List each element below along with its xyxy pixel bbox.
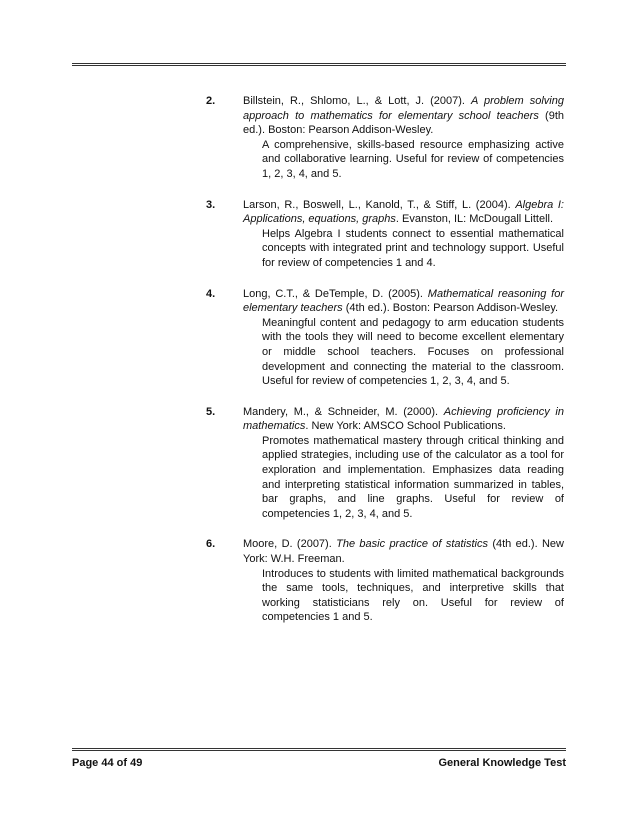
citation [206, 287, 564, 316]
citation-authors: Mandery, M., & Schneider, M. (2000). [243, 405, 444, 418]
entry-number: 5. [206, 405, 216, 418]
reference-entry [206, 94, 564, 182]
citation-authors: Larson, R., Boswell, L., Kanold, T., & Stiff, L. (2004). [243, 198, 516, 211]
citation-title: Achieving proficiency in mathematics [243, 405, 564, 433]
reference-entry [206, 405, 564, 522]
citation-authors: Long, C.T., & DeTemple, D. (2005). [243, 287, 428, 300]
document-title: General Knowledge Test [438, 757, 566, 769]
entry-number: 6. [206, 538, 216, 551]
annotation: Promotes mathematical mastery through critical thinking and applied strategies, including use of the calculator as a tool for exploration and implementation. Emphasizes data reading and interpreting statistical information summarized in tables, bar graphs, and line graphs. Useful for review of competencies 1, 2, 3, 4, and 5. [262, 434, 564, 520]
page-number: Page 44 of 49 [72, 757, 143, 769]
header-rule [72, 63, 566, 66]
annotation: A comprehensive, skills-based resource emphasizing active and collaborative learning. Useful for review of competencies 1, 2, 3, 4, and 5. [262, 138, 564, 180]
citation-publisher: (4th ed.). New York: W.H. Freeman. [243, 538, 564, 566]
reference-entry [206, 198, 564, 271]
citation-publisher: (4th ed.). Boston: Pearson Addison-Wesley. [342, 302, 559, 315]
footer-rule [72, 748, 566, 751]
citation [206, 94, 564, 138]
annotation: Meaningful content and pedagogy to arm education students with the tools they will need to become excellent elementary or middle school teachers. Focuses on professional development and connecting the material to the classroom. Useful for review of competencies 1, 2, 3, 4, and 5. [262, 316, 564, 388]
annotation: Helps Algebra I students connect to essential mathematical concepts with integrated print and technology support. Useful for review of competencies 1 and 4. [262, 227, 564, 269]
reference-entry [206, 287, 564, 389]
annotation: Introduces to students with limited mathematical backgrounds the same tools, techniques, and interpretive skills that working statisticians rely on. Useful for review of competencies 1 and 5. [262, 567, 564, 624]
reference-list [206, 94, 564, 641]
citation [206, 405, 564, 434]
citation-publisher: . Evanston, IL: McDougall Littell. [395, 213, 554, 226]
citation-title: Algebra I: Applications, equations, graphs [243, 198, 564, 226]
citation-publisher: . New York: AMSCO School Publications. [305, 420, 506, 433]
citation-title: Mathematical reasoning for elementary teachers [243, 287, 564, 315]
reference-entry [206, 537, 564, 625]
citation-publisher: (9th ed.). Boston: Pearson Addison-Wesley. [243, 109, 564, 137]
entry-number: 3. [206, 198, 216, 211]
entry-number: 2. [206, 95, 216, 107]
citation [206, 537, 564, 566]
citation-title: A problem solving approach to mathematics for elementary school teachers [243, 95, 564, 122]
citation-authors: Billstein, R., Shlomo, L., & Lott, J. (2007). [243, 95, 472, 107]
citation-title: The basic practice of statistics [336, 538, 488, 551]
citation [206, 198, 564, 227]
citation-authors: Moore, D. (2007). [243, 538, 337, 551]
entry-number: 4. [206, 287, 216, 300]
